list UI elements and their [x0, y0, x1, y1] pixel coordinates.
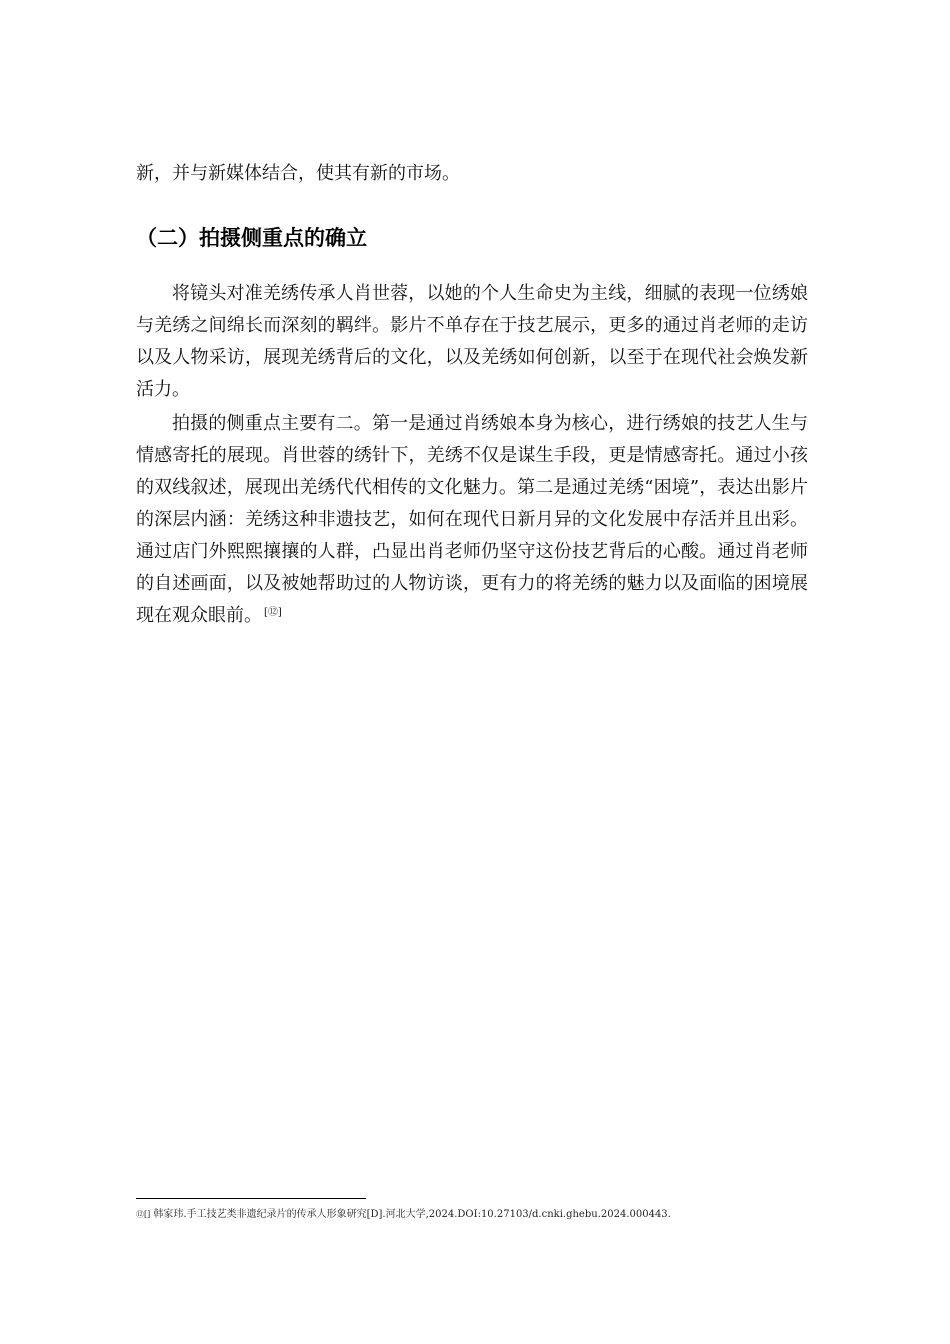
footnote-text: 韩家玮.手工技艺类非遗纪录片的传承人形象研究[D].河北大学,2024.DOI:10.27103/d.cnki.ghebu.2024.000443.	[150, 1209, 671, 1220]
footnote-marker: ⑫[]	[136, 1210, 151, 1219]
section-heading: （二）拍摄侧重点的确立	[136, 226, 367, 250]
footnote-reference[interactable]: [⑫]	[264, 607, 282, 618]
body-paragraph-2-text: 拍摄的侧重点主要有二。第一是通过肖绣娘本身为核心，进行绣娘的技艺人生与情感寄托的展现。肖世蓉的绣针下，羌绣不仅是谋生手段，更是情感寄托。通过小孩的双线叙述，展现出羌绣代代相传的文化魅力。第二是通过羌绣“困境”，表达出影片的深层内涵：羌绣这种非遗技艺，如何在现代日新月异的文化发展中存活并且出彩。通过店门外熙熙攘攘的人群，凸显出肖老师仍坚守这份技艺背后的心酸。通过肖老师的自述画面，以及被她帮助过的人物访谈，更有力的将羌绣的魅力以及面临的困境展现在观众眼前。	[136, 413, 808, 626]
footnote	[136, 1207, 816, 1223]
footnote-separator	[136, 1198, 366, 1199]
body-paragraph-2	[136, 408, 808, 632]
continuation-paragraph: 新，并与新媒体结合，使其有新的市场。	[136, 163, 460, 184]
body-paragraph-1: 将镜头对准羌绣传承人肖世蓉，以她的个人生命史为主线，细腻的表现一位绣娘与羌绣之间绵长而深刻的羁绊。影片不单存在于技艺展示，更多的通过肖老师的走访以及人物采访，展现羌绣背后的文化，以及羌绣如何创新，以至于在现代社会焕发新活力。	[136, 283, 808, 400]
